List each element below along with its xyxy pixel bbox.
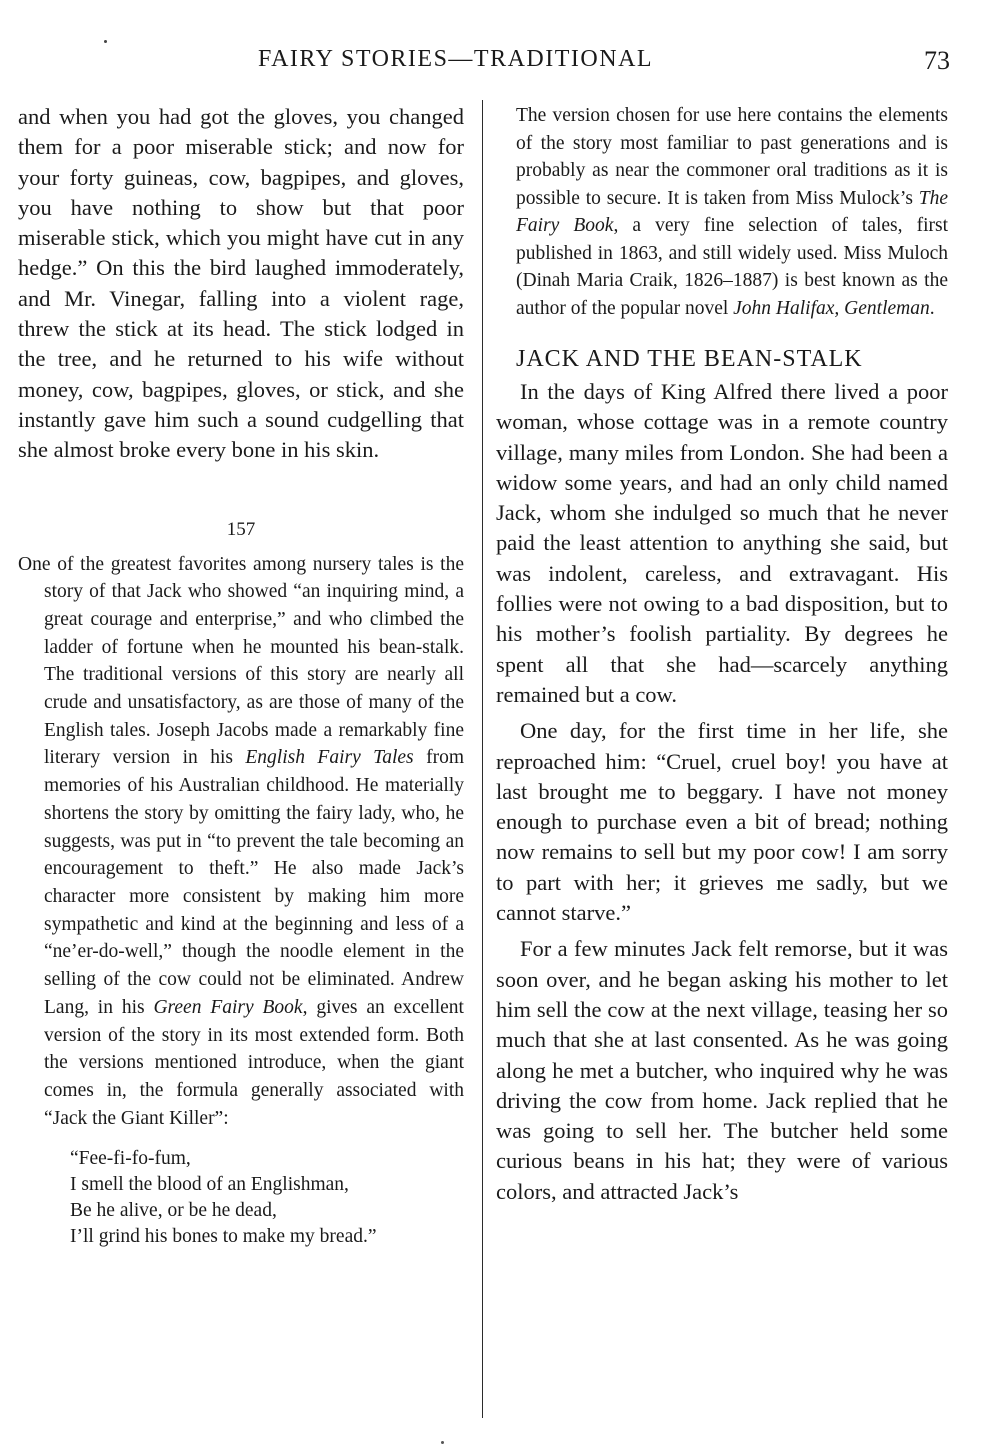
story-title: JACK AND THE BEAN-STALK xyxy=(516,346,863,372)
story-ending-paragraph: and when you had got the gloves, you changed them for a poor miserable stick; and now for your forty guineas, cow, bagpipes, and gloves, you have nothing to show but that poor miserable stick, which you might have cut in any hedge.” On this the bird laughed immoderately, and Mr. Vinegar, falling into a violent rage, threw the stick at its head. The stick lodged in the tree, and he returned to his wife without money, cow, bagpipes, gloves, or stick, and she instantly gave him such a sound cudgelling that she almost broke every bone in his skin. xyxy=(18,104,464,463)
verse-line: I’ll grind his bones to make my bread.” xyxy=(70,1226,377,1248)
note-number: 157 xyxy=(226,518,256,540)
verse-line: Be he alive, or be he dead, xyxy=(70,1200,277,1222)
story-paragraph: For a few minutes Jack felt remorse, but it was soon over, and he began asking his mother to let him sell the cow at the next village, teasing her so much that she at last consented. As he was going along he met a butcher, who inquired why he was driving the cow from home. Jack replied that he was going to sell her. The butcher held some curious beans in his hat; they were of various colors, and attracted Jack’s xyxy=(496,936,948,1204)
running-head xyxy=(0,44,1000,80)
note-text-2: , a very fine selection of tales, first published in 1863, and still widely used. Miss Muloch (Dinah Maria Craik, 1826–1887) is best known as the author of the popular novel xyxy=(516,215,948,319)
verse-quote xyxy=(70,1146,464,1250)
story-paragraph: One day, for the first time in her life, she reproached him: “Cruel, cruel boy! you have at last brought me to beggary. I have not money enough to purchase even a bit of bread; nothing now remains to sell but my poor cow! I am sorry to part with her; it grieves me sadly, but we cannot starve.” xyxy=(496,718,948,926)
right-column xyxy=(496,102,948,1213)
story-paragraph: In the days of King Alfred there lived a poor woman, whose cottage was in a remote country village, many miles from London. She had been a widow some years, and had an only child named Jack, whom she indulged so much that he never paid the least attention to anything she said, but was indolent, careless, and extravagant. His follies were not owing to a bad disposition, but to his mother’s foolish partiality. By degrees he spent all that she had—scarcely anything remained but a cow. xyxy=(496,379,948,707)
note-text-3: . xyxy=(929,297,935,319)
verse-line: “Fee-fi-fo-fum, xyxy=(70,1148,191,1170)
page-number: 73 xyxy=(924,46,950,75)
note-text-1: One of the greatest favorites among nursery tales is the story of that Jack who showed “an inquiring mind, a great courage and enterprise,” and who climbed the ladder of fortune when he mounted his bean-stalk. The traditional versions of this story are nearly all crude and unsatisfactory, as are those of many of the English tales. Joseph Jacobs made a remarkably fine literary version in his xyxy=(18,553,464,769)
note-text-3: , gives an excellent version of the story in its most extended form. Both the versions mentioned introduce, when the giant comes in, the formula generally associated with “Jack the Giant Killer”: xyxy=(44,996,464,1129)
note-text-1: The version chosen for use here contains the elements of the story most familiar to past generations and is probably as near the commoner oral traditions as it is possible to secure. It is taken from Miss Mulock’s xyxy=(516,105,948,209)
verse-line: I smell the blood of an Englishman, xyxy=(70,1174,349,1196)
book-title-green-fairy-book: Green Fairy Book xyxy=(153,996,303,1018)
editorial-note-continued xyxy=(516,102,948,322)
print-speck xyxy=(104,40,107,43)
note-text-2: from memories of his Australian childhood. He materially shortens the story by omitting the fairy lady, who, he suggests, was put in “to prevent the tale becoming an encouragement to theft.” He also made Jack’s character more consistent by making him more sympathetic and kind at the beginning and less of a “ne’er-do-well,” though the noodle element in the selling of the cow could not be eliminated. Andrew Lang, in his xyxy=(44,747,465,1018)
left-column xyxy=(18,102,464,1250)
print-speck xyxy=(441,1441,444,1444)
book-title-english-fairy-tales: English Fairy Tales xyxy=(245,747,414,769)
column-divider xyxy=(482,100,483,1418)
editorial-note xyxy=(18,551,464,1133)
running-title: FAIRY STORIES—TRADITIONAL xyxy=(258,46,654,72)
book-title-the-fairy-book: The Fairy Book xyxy=(516,187,948,236)
novel-title-john-halifax: John Halifax, Gentleman xyxy=(733,297,930,319)
